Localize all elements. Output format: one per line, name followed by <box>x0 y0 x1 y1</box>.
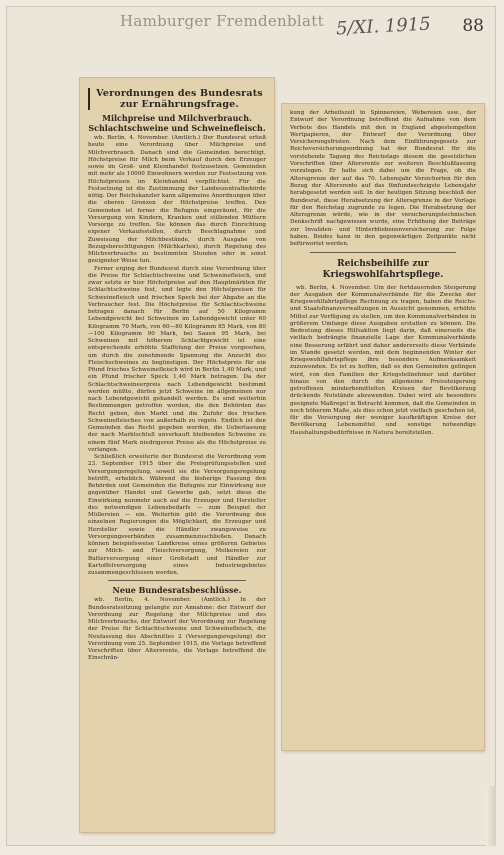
paragraph: wb. Berlin, 4. November. (Amtlich.) In der Bundesratssitzung gelangte zur Annahme: der Entwurf der Verordnung zur Regelung der Milchpreise und des Milchverbrauchs, der Entwurf der Verordnung zur Regelung der Preise für Schlachtschweine und Schweinefleisch, die Neufassung des Abschnittes 2 (Versorgungsregelung) der Verordnung vom 25. September 1915, die Vorlage betreffend Vorschriften über Altersrente, die Vorlage betreffend die Einschrän- <box>88 597 266 662</box>
divider <box>108 580 246 581</box>
clipping-body <box>88 135 266 577</box>
paragraph: Schließlich erweiterte der Bundesrat die Verordnung vom 23. September 1915 über die Preisprüfungsstellen und Versorgungsregelung, soweit sie die Versorgungsregelung betrifft, erheblich. Während die bisherige Fassung den Behörden und Gemeinden die Befugnis zur Einwirkung nur gegenüber Handel und Gewerbe gab, setzt diese die Einwirkung nunmehr auch auf die Erzeuger und Hersteller des notwendigen Lebensbedarfs — zum Beispiel der Müllereien — ein. Weiterhin gibt die Verordnung den einzelnen Regierungen die Möglichkeit, die Erzeuger und Hersteller sowie die Händler zwangsweise zu Versorgungsverbänden zusammenzuschließen. Danach können beispielsweise Landkreise eines größeren Gebietes zur Milch- und Fleischversorgung, Molkereien zur Butterversorgung einer Großstadt und Händler zur Kartoffelversorgung eines Industriegebietes zusammengeschlossen werden. <box>88 454 266 576</box>
clipping-body-2 <box>88 597 266 662</box>
article-body <box>290 285 476 437</box>
right-clipping <box>282 104 484 750</box>
section-title: Neue Bundesratsbeschlüsse. <box>112 585 242 596</box>
paragraph: wb. Berlin, 4. November. (Amtlich.) Der Bundesrat erließ heute eine Verordnung über Milchpreise und Milchverbrauch. Danach sind die Gemeinden berechtigt, Höchstpreise für Milch beim Verkauf durch den Erzeuger sowie im Groß- und Kleinhandel festzusetzen. Gemeinden mit mehr als 10000 Einwohnern werden zur Festsetzung von Höchstpreisen im Kleinhandel verpflichtet. Für die Festsetzung ist die Zustimmung der Landeszentralbehörde nötig. Der Reichskanzler kann allgemeine Anordnungen über die oberen Grenzen der Höchstpreise treffen. Den Gemeinden ist ferner die Befugnis eingeräumt, für die Versorgung von Kindern, Kranken und stillenden Müttern Vorsorge zu treffen. Sie können das durch Einrichtung eigener Verkaufsstellen, durch Beschlagnahme und Zuweisung der Milchbestände, durch Ausgabe von Bezugsberechtigungen (Milchkarten), durch Regelung des Milchverbrauchs zu bestimmten Stunden oder in sonst geeigneter Weise tun. <box>88 135 266 265</box>
page-number: 88 <box>462 16 484 36</box>
paragraph: Ferner erging der Bundesrat durch eine Verordnung über die Preise für Schlachtschweine und Schweinefleisch, und zwar setzte er hier Höchstpreise auf den Hauptmärkten für Schlachtschweine fest, und legte den Höchstpreisen für Schweinefleisch und frischen Speck bei der Abgabe an die Verbraucher fest. Die Höchstpreise für Schlachtschweine betragen danach für Berlin auf 50 Kilogramm Lebendgewicht bei Schweinen im Lebendgewicht unter 60 Kilogramm 70 Mark, von 60—80 Kilogramm 85 Mark, von 80—100 Kilogramm 90 Mark, bei Sauen 95 Mark, bei Schweinen mit höherem Schlachtgewicht ist eine entsprechende erhöhte Staffelung der Preise vorgesehen, um durch die zunehmende Spannung die Anzucht des Fleischschweines zu begünstigen. Der Höchstpreis für ein Pfund frisches Schweinefleisch wird in Berlin 1,40 Mark, und ein Pfund frischer Speck 1,40 Mark betragen. Da der Schlachtschweineerpreis nach Lebendgewicht bestimmt werden müßte, dürfen jetzt Schweine im allgemeinen nur nach Lebendgewicht gehandelt werden. Es sind weiterhin Bestimmungen getroffen worden, die den Behörden das Recht geben, den Markt und die Zufuhr des frischen Schweinefleisches von außerhalb zu regeln. Endlich ist den Gemeinden das Recht gegeben worden, die Ueberlassung der nach Marktschluß unverkauft bleibenden Schweine zu einem fünf Mark niedrigeren Preise als die Höchstpreise zu verlangen. <box>88 265 266 453</box>
left-clipping <box>80 78 274 832</box>
handwritten-date: 5/XI. 1915 <box>335 13 432 40</box>
clipping-subhead: Milchpreise und Milchverbrauch. Schlachtschweine und Schweinefleisch. <box>88 113 266 133</box>
divider <box>310 252 456 253</box>
continued-text: kung der Arbeitszeit in Spinnereien, Webereien usw., der Entwurf der Verordnung betreffend die Aufnahme von dem Verbote des Handels mit den in England abgestempelten Wertpapieren, der Entwurf der Verordnung über Versicherungsfristen. Nach dem Einführungsgesetz zur Reichsversicherungsordnung hat der Bundesrat für die vorstehende Tagung des Reichstags diesem die gesetzlichen Vorschriften über Altersrente zur weiteren Beschlußfassung vorzulegen. Er hatte sich dabei um die Frage, ob die Altersgrenze der auf das 70. Lebensjahr Versicherten für den Bezug der Altersrente auf das fünfundsechzigste Lebensjahr herabgesetzt werden soll. In der heutigen Sitzung beschloß der Bundesrat, diese Herabsetzung der Altersgrenze in der Vorlage für den Reichstag zugrunde zu legen. Die Herabsetzung der Altersgrenze würde, wie in der versicherungstechnischen Denkschrift nachgewiesen wurde, eine Erhöhung der Beiträge zur Invaliden- und Hinterbliebenenversicherung zur Folge haben. Beides kann in den gegenwärtigen Zeitpunkte nicht befürwortet werden. <box>290 110 476 248</box>
paper-edge <box>486 786 496 846</box>
article-title: Reichsbeihilfe zur Kriegswohlfahrtspflege. <box>322 258 444 280</box>
newspaper-source-stamp: Hamburger Fremdenblatt <box>120 12 324 30</box>
paragraph: wb. Berlin, 4. November. Um der fortdauernden Steigerung der Ausgaben der Kommunalverbände für die Zwecke der Kriegswohlfahrtspflege Rechnung zu tragen, haben die Reichs- und Staatsfinanzverwaltungen in Aussicht genommen, erhöhte Mittel zur Verfügung zu stellen, um den Kommunalverbänden in größerem Umfange diese Ausgaben erstatten zu können. Die Bedeutung dieses Hilfsaktion liegt darin, daß einerseits die vielfach bedrängte finanzielle Lage der Kommunalverbände eine Besserung erfährt und daher andererseits diese Verbände im Stande gesetzt werden, mit dem beginnenden Winter der Kriegswohlfahrtspflege ihre besondere Aufmerksamkeit zuzuwenden. Es ist zu hoffen, daß es den Gemeinden gelingen wird, von den Familien der Kriegsteilnehmer und darüber hinaus von den durch die allgemeine Preissteigerung getroffenen minderbemittelten Kreisen der Bevölkerung drückende Notstände abzuwenden. Dabei wird als besonders geeignete Maßregel in Betracht kommen, daß die Gemeinden in noch höherem Maße, als dies schon jetzt vielfach geschehen ist, für die Versorgung der weniger kaufkräftigen Kreise der Bevölkerung Lebensmittel und sonstige notwendige Haushaltungsbedürfnisse in Natura bereitstellen. <box>290 284 476 436</box>
archive-page <box>6 6 496 846</box>
clipping-headline: Verordnungen des Bundesrats zur Ernährungsfrage. <box>88 88 266 110</box>
